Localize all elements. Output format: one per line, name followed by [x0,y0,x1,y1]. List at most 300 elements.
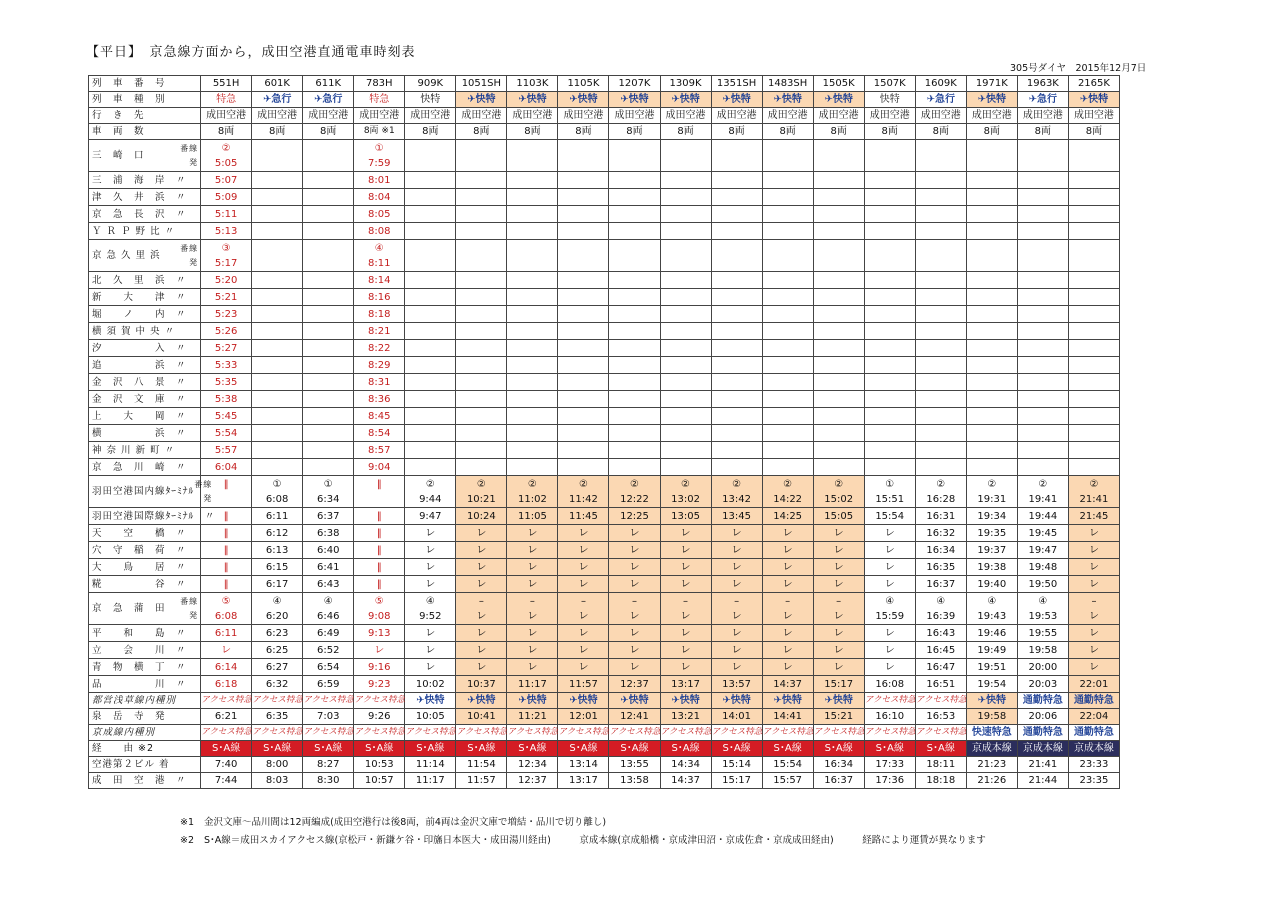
train-type: ✈急行 [1017,92,1068,108]
sengakuji-dep: 9:26 [354,709,405,725]
route: S･A線 [354,741,405,757]
time-cell: 19:38 [966,559,1017,576]
time-cell: レ [507,559,558,576]
time-cell [456,476,507,508]
time-cell: レ [813,576,864,593]
time-cell: レ [507,625,558,642]
time: 6:08 [214,610,238,622]
time-cell [609,172,660,189]
time-cell [558,593,609,625]
station-row [89,206,1120,223]
toei-type: ✈快特 [660,693,711,709]
time-cell [558,374,609,391]
time-cell [1017,425,1068,442]
time-cell [915,442,966,459]
destination: 成田空港 [354,108,405,124]
time [303,156,353,171]
station-name: 新 大 津 〃 [89,289,201,306]
time-cell: 8:14 [354,272,405,289]
platform-number [1069,141,1119,156]
destination: 成田空港 [303,108,354,124]
dep-label: 発 [189,610,199,620]
time-cell [1017,476,1068,508]
station-name: 立 会 川 〃 [89,642,201,659]
time-cell: ‖ [354,559,405,576]
platform-number [252,141,302,156]
row-label: 京成線内種別 [89,725,201,741]
footnote [180,832,986,850]
time-cell [507,593,558,625]
time-cell [1068,289,1119,306]
time-cell [405,323,456,340]
time-cell [609,408,660,425]
time: 15:51 [875,493,905,505]
platform-number [405,141,455,156]
time-cell: 21:45 [1068,508,1119,525]
station-row [89,525,1120,542]
time-cell [609,391,660,408]
time-cell [915,206,966,223]
time-cell [915,272,966,289]
time [252,156,302,171]
time-cell [813,140,864,172]
footnote [180,814,986,832]
time-cell [762,323,813,340]
time-cell [1068,357,1119,374]
time-cell: 6:54 [303,659,354,676]
time-cell [1068,223,1119,240]
time-cell: レ [762,542,813,559]
time-cell [915,593,966,625]
time-cell: レ [609,642,660,659]
keisei-type: 通勤特急 [1068,725,1119,741]
time-cell [711,357,762,374]
time-cell [813,374,864,391]
time-cell: レ [405,625,456,642]
time [814,256,864,271]
time-cell [609,240,660,272]
time-cell [558,223,609,240]
time-cell: 19:37 [966,542,1017,559]
time-cell: 9:04 [354,459,405,476]
time-cell [456,306,507,323]
time-cell: レ [507,659,558,676]
time-cell [864,374,915,391]
platform-number: – [785,595,791,607]
platform-number [865,141,915,156]
time-cell [1068,306,1119,323]
time-cell: 16:51 [915,676,966,693]
station-name: 穴 守 稲 荷 〃 [89,542,201,559]
time-cell [711,223,762,240]
time-cell [303,391,354,408]
time-cell [660,408,711,425]
toei-type: ✈快特 [711,693,762,709]
time-cell: レ [864,659,915,676]
station-row [89,289,1120,306]
toei-type: ✈快特 [966,693,1017,709]
sengakuji-dep: 13:21 [660,709,711,725]
destination: 成田空港 [456,108,507,124]
time-cell [915,374,966,391]
row-label: 経 由 ※2 [89,741,201,757]
time: 15:02 [824,493,854,505]
keisei-type: アクセス特急 [354,725,405,741]
time-cell [507,442,558,459]
time: 16:28 [926,493,956,505]
time-cell [1017,357,1068,374]
time-cell [609,323,660,340]
time-cell: 8:31 [354,374,405,391]
time-cell: 15:17 [813,676,864,693]
station-name [89,240,201,272]
platform-label: 番線 [180,243,199,253]
time-cell: レ [660,542,711,559]
route-row [89,741,1120,757]
time-cell [303,357,354,374]
page-title: 【平日】 京急線方面から，成田空港直通電車時刻表 [86,45,416,60]
destination: 成田空港 [1068,108,1119,124]
time-cell [1068,323,1119,340]
station-name [89,593,201,625]
platform-number: ‖ [223,478,229,490]
time-cell: 6:04 [201,459,252,476]
time-cell [966,240,1017,272]
time-cell [813,323,864,340]
time-cell: 6:23 [252,625,303,642]
time-cell [1068,593,1119,625]
time [456,156,506,171]
time-cell [303,272,354,289]
time-cell: 20:03 [1017,676,1068,693]
time-cell [558,240,609,272]
destination: 成田空港 [201,108,252,124]
time-cell [1017,240,1068,272]
time-cell [762,289,813,306]
time-cell: レ [456,625,507,642]
time-cell: 10:02 [405,676,456,693]
station-row [89,306,1120,323]
time-cell: レ [558,542,609,559]
time-cell [813,442,864,459]
platform-number: ‖ [376,478,382,490]
keisei-type: アクセス特急 [303,725,354,741]
time-cell [660,172,711,189]
time-cell: レ [660,625,711,642]
platform-number: ② [221,142,231,154]
airport2-arr: 15:14 [711,757,762,773]
time-cell [711,306,762,323]
time-cell [711,442,762,459]
time: 12:22 [620,493,649,505]
toei-type: アクセス特急 [915,693,966,709]
time-cell: レ [711,559,762,576]
time-cell: 19:47 [1017,542,1068,559]
car-count: 8両 [864,124,915,140]
station-row [89,374,1120,391]
station-name-text: 羽田空港国内線ﾀｰﾐﾅﾙ [92,486,195,497]
time-cell: ‖ [354,508,405,525]
time-cell [405,140,456,172]
time-cell: 19:55 [1017,625,1068,642]
time-cell [456,140,507,172]
time-cell: 19:58 [1017,642,1068,659]
time-cell [864,206,915,223]
train-type: 特急 [354,92,405,108]
time-cell: レ [711,625,762,642]
toei-type: 通勤特急 [1017,693,1068,709]
time [661,256,711,271]
time-cell [660,240,711,272]
airport-arr: 18:18 [915,773,966,789]
time-cell: レ [1068,576,1119,593]
time-cell [966,172,1017,189]
airport2-arr: 10:53 [354,757,405,773]
time-cell [1017,459,1068,476]
time-cell: 8:04 [354,189,405,206]
time-cell [864,357,915,374]
time-cell: 6:43 [303,576,354,593]
platform-number [303,141,353,156]
time-cell: レ [762,642,813,659]
station-name: 天 空 橋 〃 [89,525,201,542]
route: 京成本線 [1017,741,1068,757]
airport2-arr: 13:14 [558,757,609,773]
station-row [89,476,1120,508]
time-cell: レ [609,559,660,576]
time-cell: 8:08 [354,223,405,240]
train-type: ✈快特 [813,92,864,108]
car-count: 8両 [405,124,456,140]
route: S･A線 [711,741,762,757]
time-cell [507,374,558,391]
time-cell [609,306,660,323]
time-cell [1068,140,1119,172]
time [507,156,557,171]
time-cell [609,374,660,391]
time-cell [507,306,558,323]
time-cell [711,240,762,272]
time-cell [915,306,966,323]
station-row [89,172,1120,189]
time-cell: 19:48 [1017,559,1068,576]
time-cell: ‖ [201,559,252,576]
time [558,156,608,171]
time-cell: レ [558,576,609,593]
time [865,256,915,271]
time: 13:42 [722,493,751,505]
train-number: 601K [252,76,303,92]
time-cell [660,459,711,476]
station-name [89,140,201,172]
time-cell [303,459,354,476]
time-cell: ‖ [201,508,252,525]
time: 9:44 [419,493,442,505]
car-count: 8両 [966,124,1017,140]
time-cell [966,323,1017,340]
platform-number: ④ [987,595,997,607]
time-cell [1068,374,1119,391]
train-type-row [89,92,1120,108]
time-cell: 12:25 [609,508,660,525]
time-cell: レ [762,559,813,576]
time-cell [813,240,864,272]
airport-arr: 21:26 [966,773,1017,789]
time-cell: レ [609,659,660,676]
car-count: 8両 [558,124,609,140]
time-cell: 19:51 [966,659,1017,676]
time-cell [456,172,507,189]
platform-number: ⑤ [221,595,231,607]
time-cell [762,223,813,240]
time-cell [201,140,252,172]
time-cell: ‖ [354,542,405,559]
time-cell [864,425,915,442]
time-cell [762,391,813,408]
time-cell: レ [660,525,711,542]
time-cell: レ [711,576,762,593]
station-name: 糀 谷 〃 [89,576,201,593]
time-cell: 5:27 [201,340,252,357]
time-cell [915,357,966,374]
time-cell [507,340,558,357]
time-cell [507,140,558,172]
car-count: 8両 [507,124,558,140]
station-name: 平 和 島 〃 [89,625,201,642]
airport-arr: 11:17 [405,773,456,789]
time [609,156,659,171]
airport2-arr: 14:34 [660,757,711,773]
time-cell: 15:05 [813,508,864,525]
platform-number: ② [630,478,639,490]
time: 19:41 [1028,493,1058,505]
time-cell: ‖ [354,525,405,542]
time-cell: レ [507,542,558,559]
platform-number [916,241,966,256]
airport2-arr: 18:11 [915,757,966,773]
route: 京成本線 [1068,741,1119,757]
station-row [89,676,1120,693]
train-type: ✈急行 [252,92,303,108]
platform-number: – [683,595,689,607]
time-cell [1017,140,1068,172]
time-cell [660,391,711,408]
time-cell [1068,189,1119,206]
time-cell: レ [813,525,864,542]
time-cell: レ [456,525,507,542]
time-cell: レ [711,659,762,676]
platform-number [507,241,557,256]
platform-number [763,241,813,256]
time-cell [660,593,711,625]
time-cell [711,272,762,289]
row-label: 空港第２ビル 着 [89,757,201,773]
time-cell: 6:11 [252,508,303,525]
time-cell: レ [405,659,456,676]
destination: 成田空港 [507,108,558,124]
time-cell [405,206,456,223]
time-cell [252,425,303,442]
platform-number: – [1091,595,1097,607]
time-cell: レ [405,642,456,659]
time: 19:53 [1028,610,1058,622]
time-cell: 6:27 [252,659,303,676]
time-cell [711,340,762,357]
platform-number [1018,141,1068,156]
time-cell [1017,289,1068,306]
route: S･A線 [864,741,915,757]
time-cell: 5:11 [201,206,252,223]
time-cell: レ [1068,559,1119,576]
platform-number: ② [425,478,435,490]
row-label: 列 車 種 別 [89,92,201,108]
time-cell [507,459,558,476]
time-cell [915,476,966,508]
time-cell [915,189,966,206]
airport-arr: 21:44 [1017,773,1068,789]
time-cell: レ [558,642,609,659]
time-cell [1017,323,1068,340]
time-cell: レ [405,542,456,559]
time-cell: 6:15 [252,559,303,576]
time-cell [864,289,915,306]
time: レ [1088,610,1099,622]
time-cell: 11:05 [507,508,558,525]
destination: 成田空港 [660,108,711,124]
train-type: 快特 [864,92,915,108]
platform-number: ② [834,478,844,490]
platform-number [1018,241,1068,256]
time-cell: 5:26 [201,323,252,340]
platform-number: ② [783,478,793,490]
time-cell [405,476,456,508]
time-cell [813,306,864,323]
time-cell [405,340,456,357]
train-number: 1051SH [456,76,507,92]
time-cell: 12:37 [609,676,660,693]
route: S･A線 [507,741,558,757]
time-cell [1068,408,1119,425]
airport2-arr: 12:34 [507,757,558,773]
train-number: 1609K [915,76,966,92]
time-cell [405,408,456,425]
station-name: 青 物 横 丁 〃 [89,659,201,676]
train-type: ✈急行 [303,92,354,108]
destination: 成田空港 [864,108,915,124]
time-cell [609,340,660,357]
toei-type: ✈快特 [507,693,558,709]
station-row [89,425,1120,442]
time-cell: レ [813,559,864,576]
time-cell: 5:57 [201,442,252,459]
station-row [89,223,1120,240]
time-cell [507,206,558,223]
time-cell [660,442,711,459]
toei-type: アクセス特急 [252,693,303,709]
time-cell [303,223,354,240]
time-cell [660,206,711,223]
time: 5:05 [214,157,238,169]
time-cell [1068,172,1119,189]
sengakuji-dep: 10:41 [456,709,507,725]
time-cell [252,323,303,340]
time-cell [1017,442,1068,459]
time-cell [1068,391,1119,408]
footnote-text: 金沢文庫～品川間は12両編成(成田空港行は後8両，前4両は金沢文庫で増結・品川で切り離し) [204,817,607,828]
time-cell [762,272,813,289]
time-cell [405,240,456,272]
time-cell [303,306,354,323]
